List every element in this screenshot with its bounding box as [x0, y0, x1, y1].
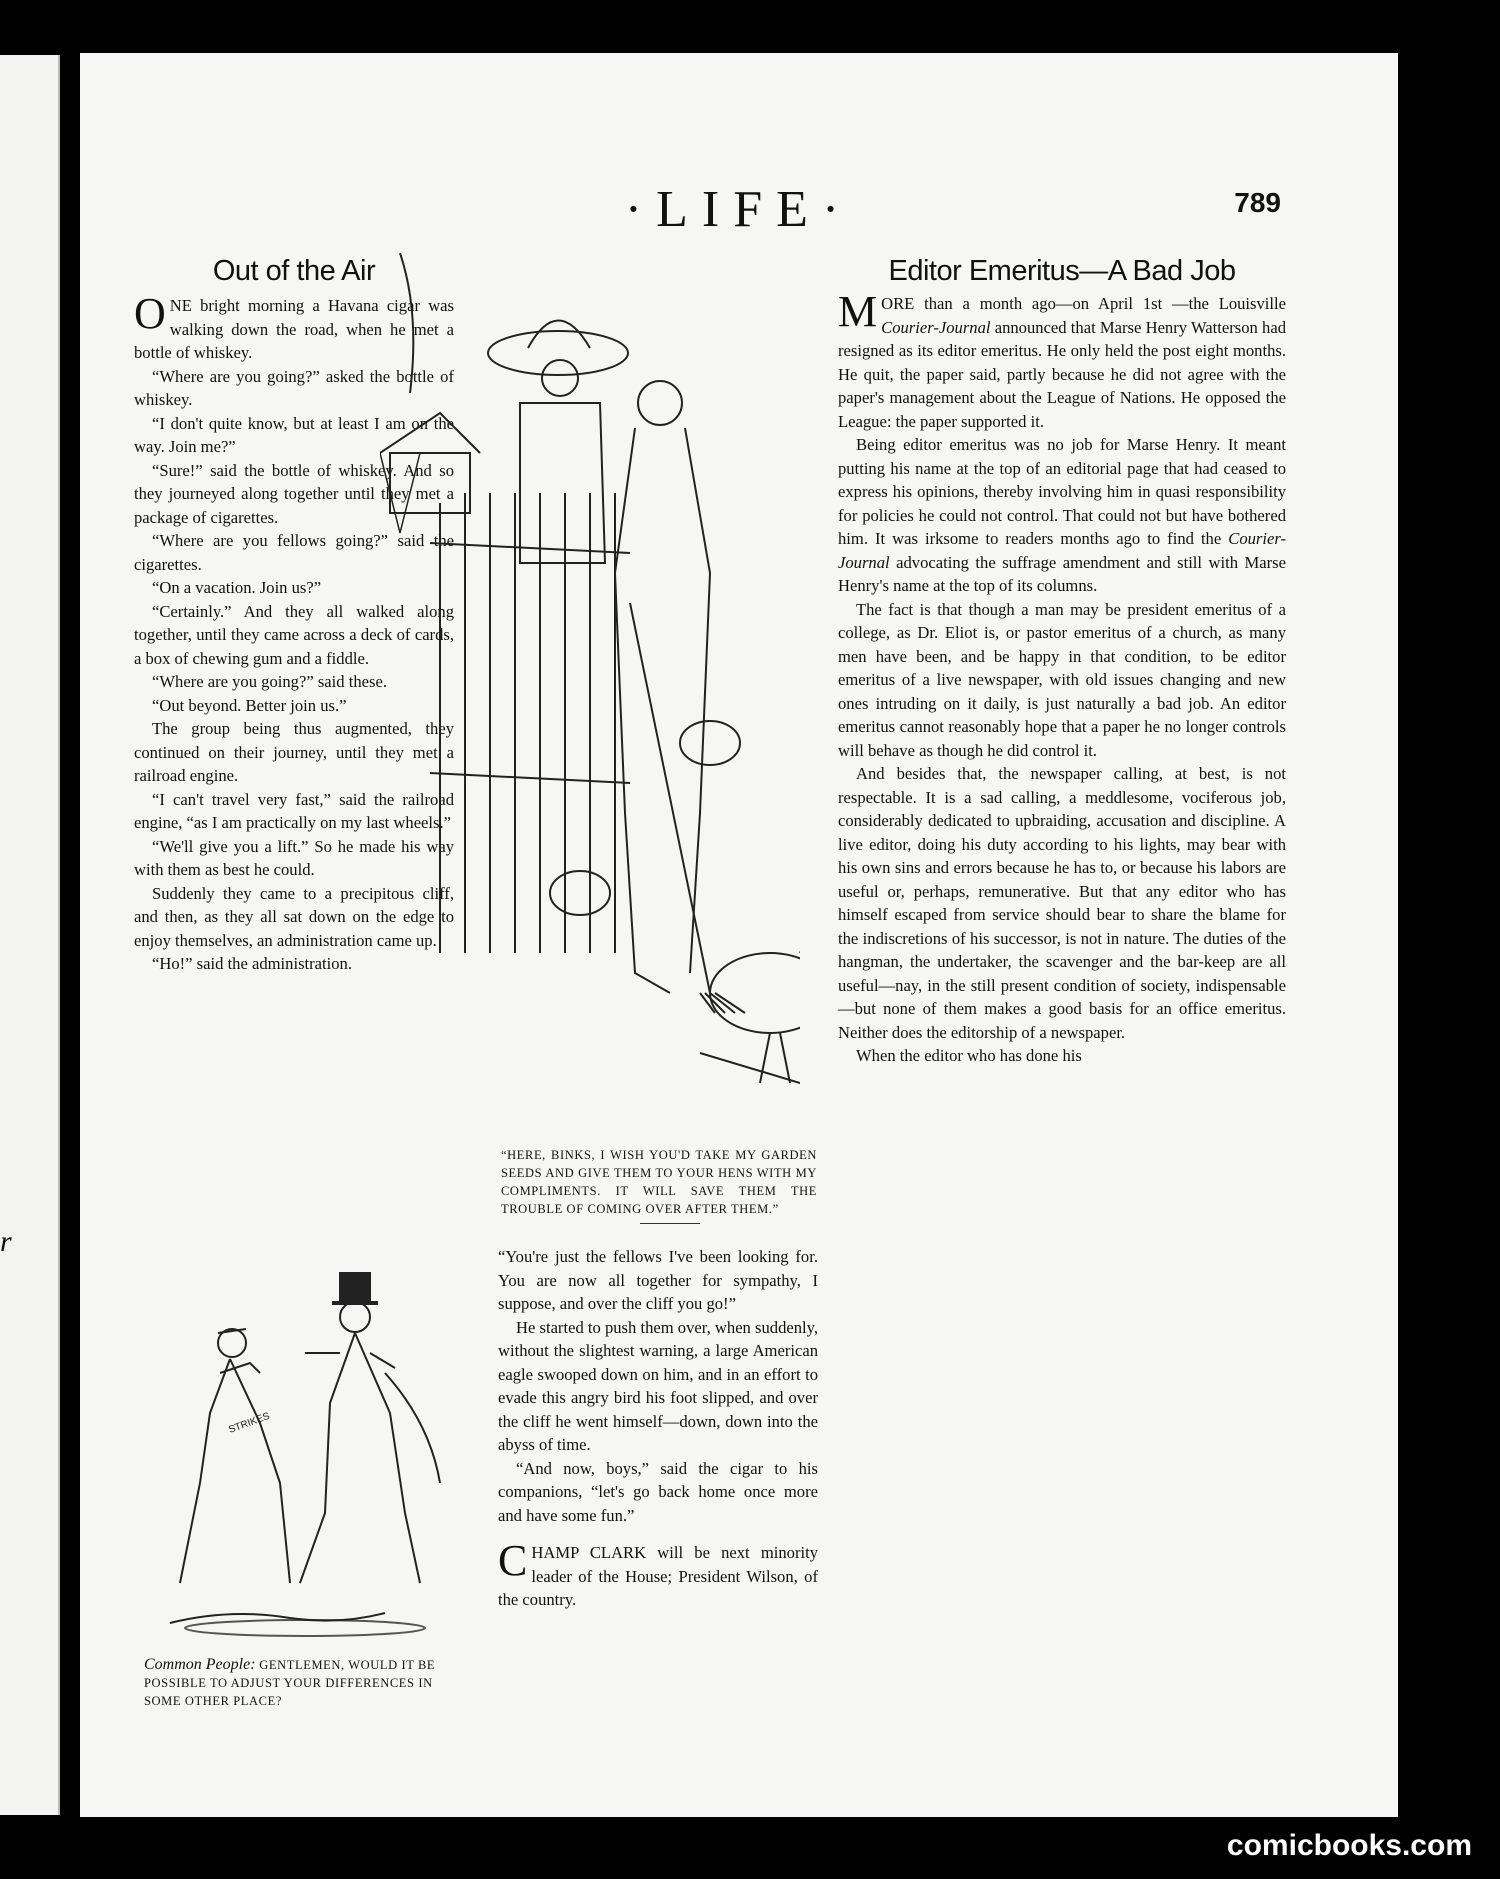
champ-clark-note: CHAMP CLARK will be next minority leader of the House; President Wilson, of the country. [498, 1536, 818, 1609]
magazine-page [80, 53, 1398, 1817]
section-divider [640, 1223, 700, 1224]
article-title-editor-emeritus: Editor Emeritus—A Bad Job [888, 255, 1236, 287]
page-number: 789 [1234, 187, 1281, 218]
paragraph: MORE than a month ago—on April 1st —the Louisville Courier-Journal announced that Marse Henry Watterson had resigned as its editor emeritus. He only held the post eight months. He quit, the paper said, partly because he did not agree with the paper's management about the League of Nations. He opposed the League: the paper supported it. [838, 287, 1286, 431]
paragraph: “Sure!” said the bottle of whiskey. And so they journeyed along together until they met a package of cigarettes. [134, 460, 454, 527]
paragraph: Being editor emeritus was no job for Marse Henry. It meant putting his name at the top of an editorial page that had ceased to express his opinions, thereby involving him in quasi responsibility for policies he could not control. That could not but have bothered him. It was irksome to readers months ago to find the Courier-Journal advocating the suffrage amendment and still with Marse Henry's name at the top of its columns. [838, 435, 1286, 595]
adjacent-page-fragment: r [0, 1225, 12, 1258]
drop-cap: O [134, 289, 166, 338]
boxing-cartoon-illustration [140, 1253, 470, 1643]
cartoon-caption-common-people: Common People: GENTLEMEN, WOULD IT BE POSSIBLE TO ADJUST YOUR DIFFERENCES IN SOME OTHER PLACE? [144, 1656, 436, 1708]
watermark: comicbooks.com [1226, 1829, 1472, 1862]
paragraph: “Where are you going?” asked the bottle of whiskey. [134, 366, 454, 409]
paragraph: “We'll give you a lift.” So he made his way with them as best he could. [134, 836, 454, 879]
paragraph: He started to push them over, when suddenly, without the slightest warning, a large American eagle swooped down on him, and in an effort to evade this angry bird his foot slipped, and over the cliff he went himself—down, down into the abyss of time. [498, 1317, 818, 1454]
drop-cap: M [838, 287, 878, 336]
paragraph: “Out beyond. Better join us.” [152, 695, 347, 715]
paragraph: “Ho!” said the administration. [152, 954, 352, 973]
masthead-title: ·LIFE· [624, 181, 854, 238]
paragraph: “And now, boys,” said the cigar to his companions, “let's go back home once more and have some fun.” [498, 1458, 818, 1525]
illustration-caption-binks: “HERE, BINKS, I WISH YOU'D TAKE MY GARDEN SEEDS AND GIVE THEM TO YOUR HENS WITH MY COMPLIMENTS. IT WILL SAVE THEM THE TROUBLE OF COMING OVER AFTER THEM.” [501, 1148, 817, 1216]
paragraph: And besides that, the newspaper calling, at best, is not respectable. It is a sad calling, a meddlesome, vociferous job, considerably dedicated to upbraiding, accusation and discipline. A live editor, doing his duty according to his lights, may bear with his own sins and errors because he has to, or because his labors are useful or, perhaps, remunerative. But that any editor who has himself escaped from service should bear to share the blame for the indiscretions of his successor, is not in nature. The duties of the hangman, the undertaker, the scavenger and the bar-keep are all useful—nay, in the still present condition of society, indispensable—but none of them makes a good basis for an office emeritus. Neither does the editorship of a newspaper. [838, 764, 1286, 1042]
drop-cap: C [498, 1536, 528, 1585]
paragraph: When the editor who has done his [856, 1046, 1082, 1065]
column-editor-emeritus [838, 254, 1286, 1068]
paragraph: “You're just the fellows I've been looking for. You are now all together for sympathy, I suppose, and over the cliff you go!” [498, 1247, 818, 1313]
garden-fence-illustration [380, 253, 800, 1113]
paragraph: The group being thus augmented, they continued on their journey, until they met a railroad engine. [134, 719, 454, 785]
paragraph: “On a vacation. Join us?” [152, 578, 322, 597]
paragraph: “Where are you going?” said these. [152, 672, 387, 691]
column-middle [498, 1245, 818, 1612]
paragraph: “Certainly.” And they all walked along together, until they came across a deck of cards, a box of chewing gum and a fiddle. [134, 601, 454, 668]
paragraph: “I can't travel very fast,” said the railroad engine, “as I am practically on my last wheels.” [134, 789, 454, 832]
adjacent-page-strip [0, 55, 60, 1815]
article-title-out-of-the-air: Out of the Air [212, 255, 376, 287]
paragraph: Suddenly they came to a precipitous cliff, and then, as they all sat down on the edge to enjoy themselves, an administration came up. [134, 883, 454, 950]
paragraph: “Where are you fellows going?” said the cigarettes. [134, 531, 454, 574]
paragraph: ONE bright morning a Havana cigar was walking down the road, when he met a bottle of whiskey. [134, 289, 454, 362]
paragraph: “I don't quite know, but at least I am on the way. Join me?” [134, 413, 454, 456]
paragraph: The fact is that though a man may be president emeritus of a college, as Dr. Eliot is, or pastor emeritus of a church, as many men have been, and be happy in that condition, to be editor emeritus of a live newspaper, with old issues changing and new ones intruding on it daily, is just naturally a bad job. An editor emeritus cannot reasonably hope that a paper he no longer controls will behave as though he did control it. [838, 599, 1286, 760]
strikes-label: STRIKES [227, 1410, 272, 1436]
